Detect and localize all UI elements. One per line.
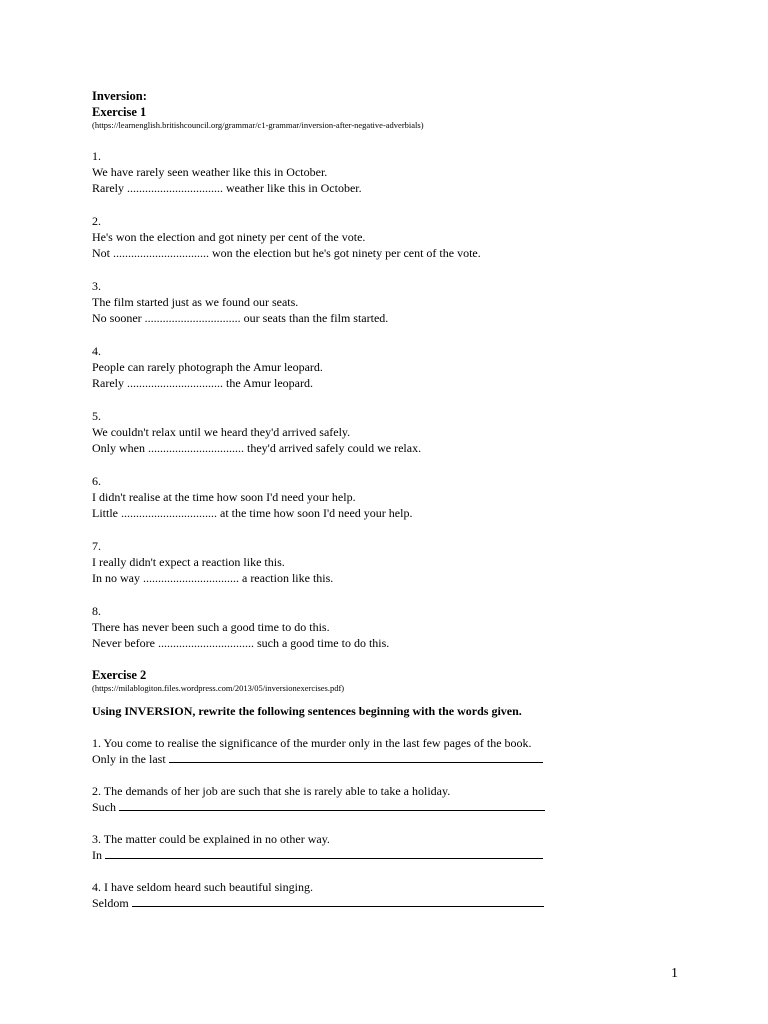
exercise-1-item xyxy=(92,538,692,586)
item-sentence: People can rarely photograph the Amur leopard. xyxy=(92,360,323,374)
item-answer-line xyxy=(92,751,552,767)
item-sentence: 2. The demands of her job are such that she is rarely able to take a holiday. xyxy=(92,784,451,798)
item-answer-line xyxy=(92,895,552,911)
item-sentence: 4. I have seldom heard such beautiful singing. xyxy=(92,880,313,894)
exercise-2-item xyxy=(92,879,692,911)
item-sentence: I really didn't expect a reaction like this. xyxy=(92,555,285,569)
item-number: 8. xyxy=(92,604,101,618)
item-number: 1. xyxy=(92,149,101,163)
item-sentence: He's won the election and got ninety per cent of the vote. xyxy=(92,230,366,244)
exercise-2-list xyxy=(92,735,692,911)
item-answer-line xyxy=(92,847,552,863)
item-number: 7. xyxy=(92,539,101,553)
document-title: Inversion: xyxy=(92,89,147,103)
exercise-2-item xyxy=(92,735,692,767)
item-number: 3. xyxy=(92,279,101,293)
item-start-words: Seldom xyxy=(92,896,129,910)
item-number: 2. xyxy=(92,214,101,228)
exercise-1-item xyxy=(92,408,692,456)
item-number: 6. xyxy=(92,474,101,488)
item-sentence: There has never been such a good time to do this. xyxy=(92,620,330,634)
exercise-1-item xyxy=(92,343,692,391)
item-number: 5. xyxy=(92,409,101,423)
item-sentence: 3. The matter could be explained in no other way. xyxy=(92,832,330,846)
item-sentence: 1. You come to realise the significance of the murder only in the last few pages of the book. xyxy=(92,736,532,750)
exercise-1-item xyxy=(92,213,692,261)
exercise-1-heading: Exercise 1 xyxy=(92,105,147,119)
exercise-2-heading: Exercise 2 xyxy=(92,668,147,682)
item-prompt: No sooner ................................ our seats than the film started. xyxy=(92,311,389,325)
item-prompt: Rarely ................................ weather like this in October. xyxy=(92,181,362,195)
item-start-words: Such xyxy=(92,800,116,814)
item-sentence: I didn't realise at the time how soon I'd need your help. xyxy=(92,490,356,504)
exercise-2-instruction: Using INVERSION, rewrite the following sentences beginning with the words given. xyxy=(92,704,522,718)
item-prompt: Rarely ................................ the Amur leopard. xyxy=(92,376,313,390)
exercise-1-item xyxy=(92,148,692,196)
answer-blank[interactable] xyxy=(132,895,544,907)
item-prompt: Only when ................................ they'd arrived safely could we relax. xyxy=(92,441,422,455)
exercise-1-source: (https://learnenglish.britishcouncil.org/grammar/c1-grammar/inversion-after-negative-adverbials) xyxy=(92,120,424,130)
exercise-1-list xyxy=(92,148,692,651)
item-sentence: We have rarely seen weather like this in October. xyxy=(92,165,328,179)
page-number: 1 xyxy=(671,966,678,981)
item-start-words: In xyxy=(92,848,102,862)
exercise-1-item xyxy=(92,278,692,326)
answer-blank[interactable] xyxy=(119,799,545,811)
answer-blank[interactable] xyxy=(169,751,543,763)
item-prompt: In no way ................................ a reaction like this. xyxy=(92,571,334,585)
item-sentence: We couldn't relax until we heard they'd arrived safely. xyxy=(92,425,351,439)
item-prompt: Not ................................ won the election but he's got ninety per cent of the vote. xyxy=(92,246,481,260)
exercise-1-item xyxy=(92,603,692,651)
item-prompt: Little ................................ at the time how soon I'd need your help. xyxy=(92,506,413,520)
exercise-2-source: (https://milablogiton.files.wordpress.com/2013/05/inversionexercises.pdf) xyxy=(92,683,345,693)
item-answer-line xyxy=(92,799,552,815)
exercise-2-item xyxy=(92,783,692,815)
exercise-1-item xyxy=(92,473,692,521)
document-page xyxy=(92,88,692,911)
item-number: 4. xyxy=(92,344,101,358)
answer-blank[interactable] xyxy=(105,847,543,859)
exercise-2-item xyxy=(92,831,692,863)
item-prompt: Never before ................................ such a good time to do this. xyxy=(92,636,390,650)
item-start-words: Only in the last xyxy=(92,752,166,766)
item-sentence: The film started just as we found our seats. xyxy=(92,295,299,309)
